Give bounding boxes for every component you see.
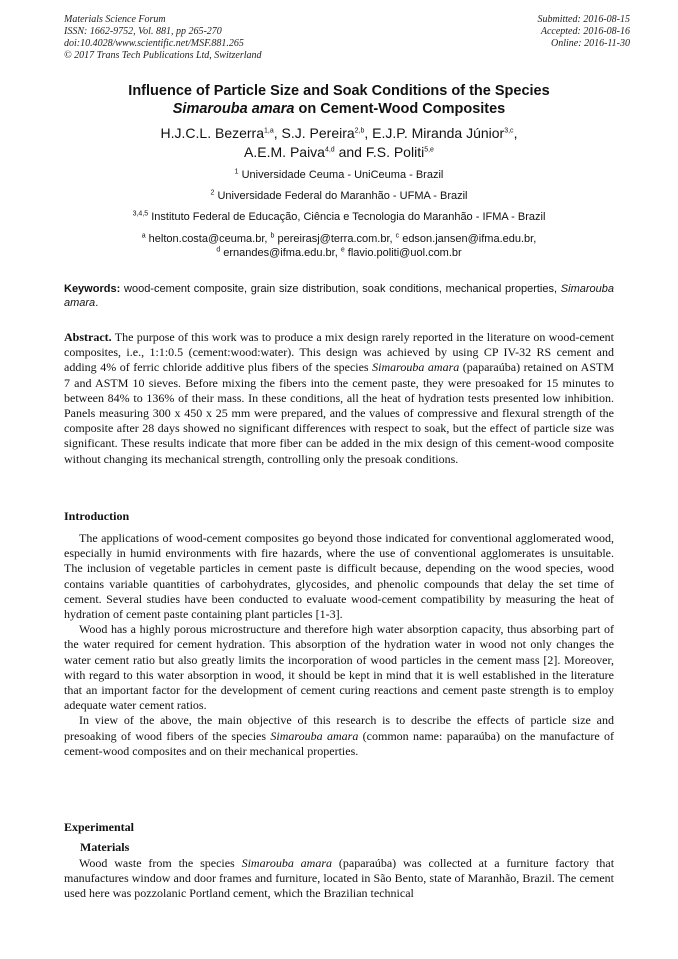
email-d[interactable]: ernandes@ifma.edu.br, xyxy=(220,247,341,259)
title-line-2: Simarouba amara on Cement-Wood Composites xyxy=(172,101,506,117)
author-list: H.J.C.L. Bezerra$^{1,a}$, S.J. Pereira$^{2,b}$, E.J.P. Miranda Júnior$^{3,c}$, A.E.M. Paiva$^{4,d}$ and F.S. Politi$^{5,e}$ xyxy=(160,125,518,160)
materials-body xyxy=(64,856,614,902)
email-list: $^a$ helton.costa@ceuma.br, $^b$ pereirasj@terra.com.br, $^c$ edson.jansen@ifma.edu.br, $^d$ ernandes@ifma.edu.br, $^e$ flavio.politi@uol.com.br xyxy=(141,232,537,259)
email-a[interactable]: helton.costa@ceuma.br, xyxy=(145,233,271,245)
intro-paragraph-3: In view of the above, the main objective of this research is to describe the effects of particle size and presoaking of wood fibers of the species Simarouba amara (common name: paparaúba) on the manufacture of cement-wood composites and on their mechanical properties. xyxy=(64,713,615,758)
accepted-date: Accepted: 2016-08-16 xyxy=(540,26,630,37)
issn-line: ISSN: 1662-9752, Vol. 881, pp 265-270 xyxy=(64,26,222,37)
copyright-line: © 2017 Trans Tech Publications Ltd, Switzerland xyxy=(64,50,262,61)
affiliation-2: $^2$ Universidade Federal do Maranhão - UFMA - Brazil xyxy=(210,189,468,202)
intro-paragraph-2: Wood has a highly porous microstructure and therefore high water absorption capacity, thus absorbing part of the water required for cement hydration. This absorption of the hydration water in wood not only changes the water cement ratio but also greatly limits the incorporation of wood particles in the cement mass [2]. Moreover, with regard to this water absorption in wood, it should be kept in mind that it is well established in the literature that an important factor for the development of cement curing reactions and cement paste strength is to employ adequate water cement ratios. xyxy=(64,622,614,713)
title-line-1: Influence of Particle Size and Soak Conditions of the Species xyxy=(128,83,550,99)
email-b[interactable]: pereirasj@terra.com.br, xyxy=(274,233,396,245)
email-c[interactable]: edson.jansen@ifma.edu.br, xyxy=(399,233,537,245)
intro-paragraph-1: The applications of wood-cement composites go beyond those indicated for conventional agglomerated wood, especially in humid environments with fire hazards, where the use of conventional agglomerates is unsuitable. The inclusion of vegetable particles in cement paste is difficult because, depending on the wood species, wood contains variable quantities of carbohydrates, glycosides, and phenolic compounds that delay the set time of cement. Several studies have been conducted to evaluate wood-cement compatibility by measuring the heat of hydration of cement paste containing plant particles [1-3]. xyxy=(64,531,614,622)
experimental-heading: Experimental xyxy=(64,820,134,834)
abstract: Abstract. The purpose of this work was to produce a mix design rarely reported in the literature on wood-cement composites, i.e., 1:1:0.5 (cement:wood:water). This design was achieved by using CP IV-32 RS cement and adding 4% of ferric chloride additive plus fibers of the species Simarouba amara (paparaúba) retained on ASTM 7 and ASTM 10 sieves. Before mixing the fibers into the cement paste, they were presoaked for 15 minutes to between 84% to 136% of their mass. In these conditions, all the heat of hydration tests presented low inhibition. Panels measuring 300 x 450 x 25 mm were prepared, and the values of compressive and flexural strength of the composite after 28 days showed no significant differences with respect to soak, but the effect of particle size was significant. These results indicate that more fiber can be added in the mix design of this cement-wood composite without changing its mechanical strength, controlling only the presoak conditions. xyxy=(64,330,615,466)
introduction-body xyxy=(64,531,614,759)
doi-line: doi:10.4028/www.scientific.net/MSF.881.265 xyxy=(64,38,244,49)
paper-title xyxy=(40,82,638,118)
affiliation-3: $^{3,4,5}$ Instituto Federal de Educação, Ciência e Tecnologia do Maranhão - IFMA - Brazil xyxy=(132,210,546,223)
online-date: Online: 2016-11-30 xyxy=(551,38,630,49)
submission-dates xyxy=(538,14,631,50)
title-species: Simarouba amara xyxy=(172,101,295,117)
materials-subheading: Materials xyxy=(80,840,130,854)
introduction-heading: Introduction xyxy=(64,509,130,523)
keywords-label: Keywords: xyxy=(64,283,121,295)
materials-paragraph-1: Wood waste from the species Simarouba amara (paparaúba) was collected at a furniture factory that manufactures window and door frames and furniture, located in São Bento, state of Maranhão, Brazil. The cement used here was pozzolanic Portland cement, which the Brazilian technical xyxy=(64,856,615,901)
affiliation-1: $^1$ Universidade Ceuma - UniCeuma - Brazil xyxy=(234,168,444,181)
keywords: Keywords: wood-cement composite, grain size distribution, soak conditions, mechanical properties, Simarouba amara. xyxy=(64,283,614,309)
email-e[interactable]: flavio.politi@uol.com.br xyxy=(344,247,462,259)
abstract-label: Abstract. xyxy=(64,330,112,344)
submitted-date: Submitted: 2016-08-15 xyxy=(537,14,630,25)
journal-info xyxy=(64,14,262,62)
journal-name: Materials Science Forum xyxy=(64,14,166,25)
